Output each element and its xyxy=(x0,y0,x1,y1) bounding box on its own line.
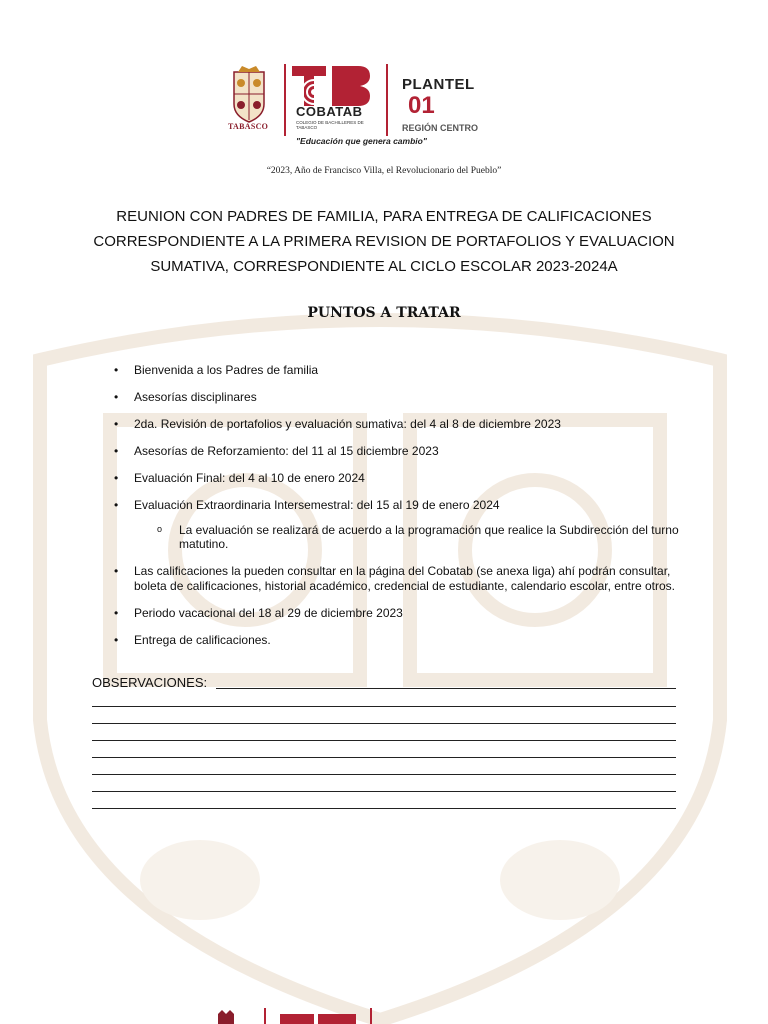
sub-list-item: o La evaluación se realizará de acuerdo a la programación que realice la Subdirección del turno matutino. xyxy=(179,523,694,552)
list-item: • Asesorías de Reforzamiento: del 11 al 15 diciembre 2023 xyxy=(134,444,694,459)
observation-line[interactable] xyxy=(92,741,676,758)
list-item: • Bienvenida a los Padres de familia xyxy=(134,363,694,378)
list-item: • Asesorías disciplinares xyxy=(134,390,694,405)
observations-label-text: OBSERVACIONES: xyxy=(92,675,208,690)
divider xyxy=(386,64,388,136)
list-item: • Entrega de calificaciones. xyxy=(134,633,694,648)
list-item xyxy=(134,498,694,552)
year-motto: “2023, Año de Francisco Villa, el Revolucionario del Pueblo” xyxy=(266,166,502,176)
points-list xyxy=(134,363,694,660)
list-item: • Evaluación Final: del 4 al 10 de enero 2024 xyxy=(134,471,694,486)
list-item: • Las calificaciones la pueden consultar en la página del Cobatab (se anexa liga) ahí podrán consultar, boleta de calificaciones, historial académico, credencial de estudiante, calendario escolar, entre otros. xyxy=(134,564,694,593)
seal-label: TABASCO xyxy=(228,122,269,131)
divider xyxy=(284,64,286,136)
list-item: • Periodo vacacional del 18 al 29 de diciembre 2023 xyxy=(134,606,694,621)
observation-line[interactable] xyxy=(92,690,676,707)
region-label: REGIÓN CENTRO xyxy=(402,123,479,133)
plantel-number: 01 xyxy=(408,92,435,119)
plantel-label: PLANTEL xyxy=(402,76,475,93)
cobatab-subtitle: COLEGIO DE BACHILLERES DE TABASCO xyxy=(296,120,364,130)
observations-label xyxy=(92,676,676,690)
document-title: REUNION CON PADRES DE FAMILIA, PARA ENTREGA DE CALIFICACIONES CORRESPONDIENTE A LA PRIMERA REVISION DE PORTAFOLIOS Y EVALUACION SUMATIVA, CORRESPONDIENTE AL CICLO ESCOLAR 2023-2024A xyxy=(93,208,675,275)
next-page-logo-icon xyxy=(214,1008,414,1024)
slogan: "Educación que genera cambio" xyxy=(296,136,427,146)
observations-block xyxy=(92,676,676,809)
section-heading: PUNTOS A TRATAR xyxy=(307,305,461,321)
observation-line[interactable] xyxy=(92,792,676,809)
observation-line[interactable] xyxy=(92,724,676,741)
list-item: • 2da. Revisión de portafolios y evaluación sumativa: del 4 al 8 de diciembre 2023 xyxy=(134,417,694,432)
cobatab-name: COBATAB xyxy=(296,104,363,119)
observation-line[interactable] xyxy=(92,775,676,792)
sub-list xyxy=(179,523,694,552)
letterhead xyxy=(226,60,506,150)
list-item-text: Evaluación Extraordinaria Intersemestral: del 15 al 19 de enero 2024 xyxy=(134,498,500,512)
cobatab-logo-icon xyxy=(292,66,370,106)
observation-line[interactable] xyxy=(92,707,676,724)
observation-line[interactable] xyxy=(92,758,676,775)
